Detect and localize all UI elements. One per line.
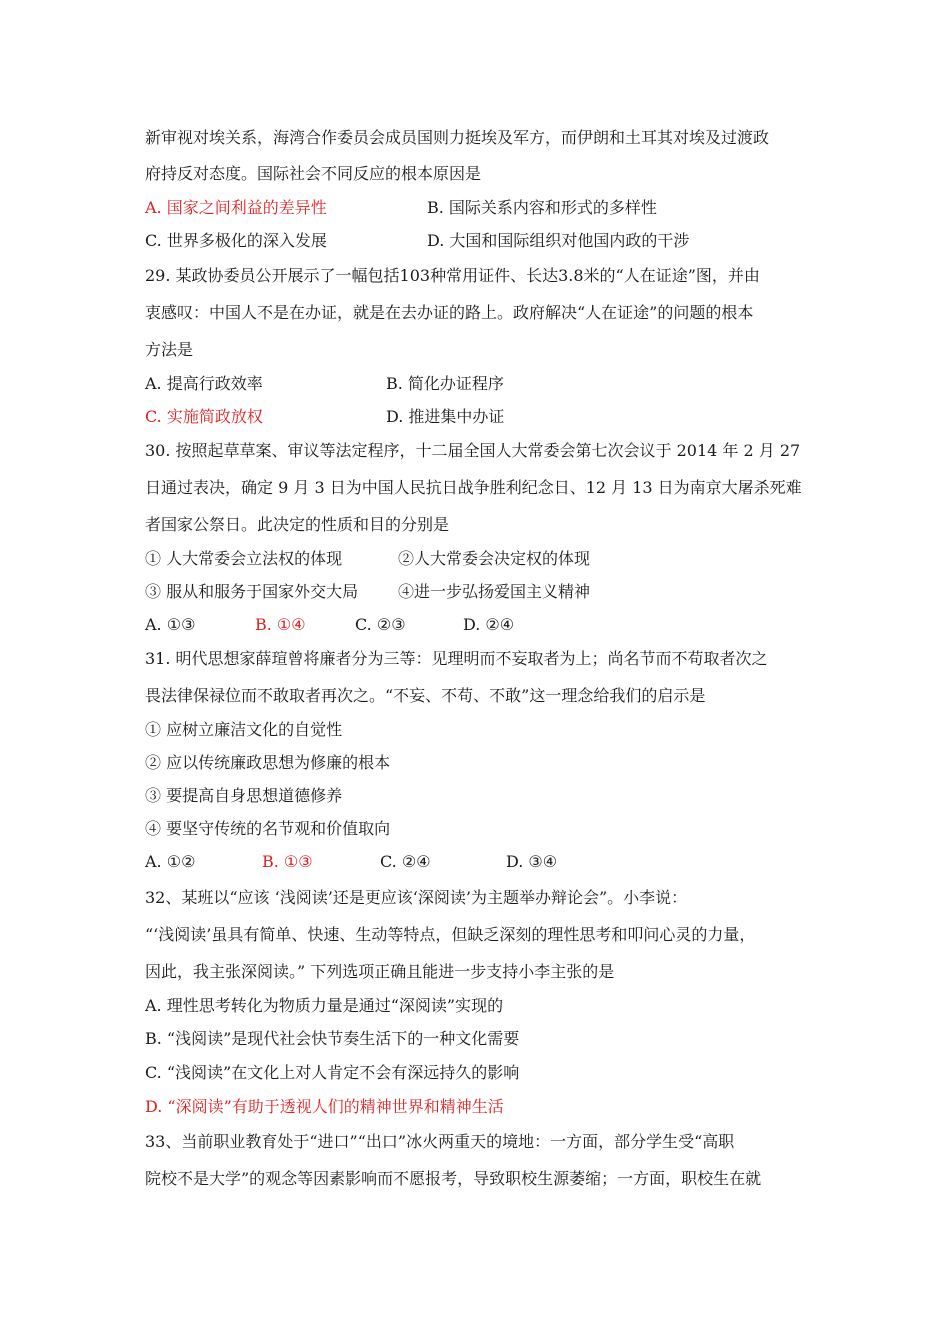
q31-stem-line-2: 畏法律保禄位而不敢取者再次之。“不妄、不苟、不敢”这一理念给我们的启示是	[145, 686, 706, 705]
q31-option-b: B. ①③	[262, 852, 313, 871]
q30-option-a: A. ①③	[145, 615, 196, 634]
q31-item-4: ④ 要坚守传统的名节观和价值取向	[145, 819, 391, 838]
q32-option-d: D. “深阅读”有助于透视人们的精神世界和精神生活	[145, 1097, 504, 1116]
q31-item-1: ① 应树立廉洁文化的自觉性	[145, 720, 343, 739]
q32-stem-line-1: 32、某班以“应该 ‘浅阅读’还是更应该‘深阅读’为主题举办辩论会”。小李说：	[145, 888, 688, 907]
q30-option-c: C. ②③	[355, 615, 406, 634]
q32-option-a: A. 理性思考转化为物质力量是通过“深阅读”实现的	[145, 996, 504, 1015]
q29-option-d: D. 推进集中办证	[386, 407, 505, 426]
q28-option-b: B. 国际关系内容和形式的多样性	[427, 198, 657, 217]
q30-item-2: ②人大常委会决定权的体现	[398, 549, 591, 568]
q29-stem-line-3: 方法是	[145, 340, 194, 359]
q32-stem-line-3: 因此，我主张深阅读。” 下列选项正确且能进一步支持小李主张的是	[145, 962, 615, 981]
q28-option-c: C. 世界多极化的深入发展	[145, 231, 327, 250]
q32-option-b: B. “浅阅读”是现代社会快节奏生活下的一种文化需要	[145, 1029, 520, 1048]
q30-option-b: B. ①④	[255, 615, 306, 634]
q28-option-d: D. 大国和国际组织对他国内政的干涉	[427, 231, 690, 250]
q30-stem-line-1: 30. 按照起草草案、审议等法定程序，十二届全国人大常委会第七次会议于 2014 年 2 月 27	[145, 441, 801, 460]
q29-option-c: C. 实施简政放权	[145, 407, 263, 426]
q30-option-d: D. ②④	[463, 615, 515, 634]
q31-option-c: C. ②④	[380, 852, 431, 871]
q29-stem-line-2: 衷感叹：中国人不是在办证，就是在去办证的路上。政府解决“人在证途”的问题的根本	[145, 303, 754, 322]
q29-stem-line-1: 29. 某政协委员公开展示了一幅包括103种常用证件、长达3.8米的“人在证途”图，并由	[145, 266, 760, 285]
q31-option-d: D. ③④	[506, 852, 558, 871]
q29-option-b: B. 简化办证程序	[386, 374, 504, 393]
q31-item-2: ② 应以传统廉政思想为修廉的根本	[145, 753, 391, 772]
q33-stem-line-2: 院校不是大学”的观念等因素影响而不愿报考，导致职校生源萎缩；一方面，职校生在就	[145, 1169, 762, 1188]
q28-option-a: A. 国家之间利益的差异性	[145, 198, 327, 217]
q32-option-c: C. “浅阅读”在文化上对人肯定不会有深远持久的影响	[145, 1063, 520, 1082]
q28-stem-line-1: 新审视对埃关系，海湾合作委员会成员国则力挺埃及军方，而伊朗和土耳其对埃及过渡政	[145, 128, 770, 147]
q28-stem-line-2: 府持反对态度。国际社会不同反应的根本原因是	[145, 164, 482, 183]
q32-stem-line-2: “‘浅阅读’虽具有简单、快速、生动等特点，但缺乏深刻的理性思考和叩问心灵的力量，	[145, 925, 756, 944]
q30-item-1: ① 人大常委会立法权的体现	[145, 549, 343, 568]
q33-stem-line-1: 33、当前职业教育处于“进口”“出口”冰火两重天的境地：一方面，部分学生受“高职	[145, 1132, 735, 1151]
q30-stem-line-2: 日通过表决，确定 9 月 3 日为中国人民抗日战争胜利纪念日、12 月 13 日为南京大屠杀死难	[145, 478, 802, 497]
q30-item-4: ④进一步弘扬爱国主义精神	[398, 582, 591, 601]
q30-item-3: ③ 服从和服务于国家外交大局	[145, 582, 359, 601]
q30-stem-line-3: 者国家公祭日。此决定的性质和目的分别是	[145, 515, 450, 534]
q31-stem-line-1: 31. 明代思想家薛瑄曾将廉者分为三等：见理明而不妄取者为上；尚名节而不苟取者次之	[145, 649, 768, 668]
q31-option-a: A. ①②	[145, 852, 196, 871]
q29-option-a: A. 提高行政效率	[145, 374, 263, 393]
q31-item-3: ③ 要提高自身思想道德修养	[145, 786, 343, 805]
